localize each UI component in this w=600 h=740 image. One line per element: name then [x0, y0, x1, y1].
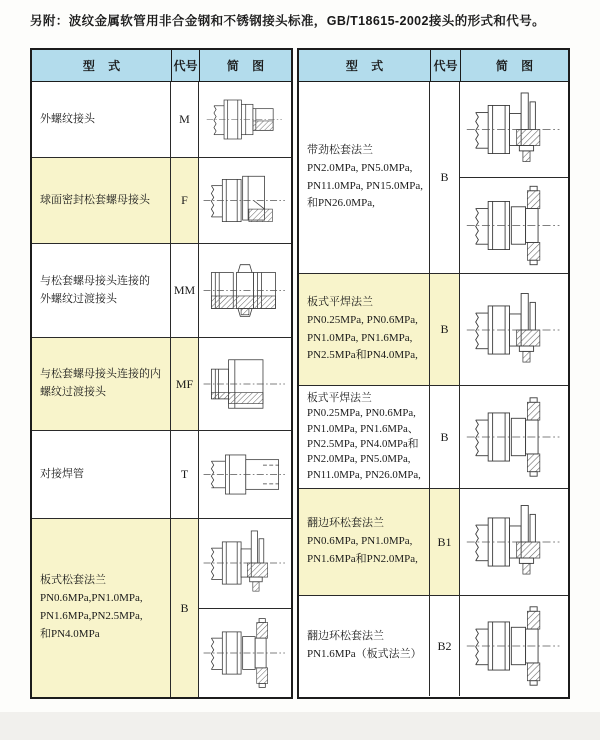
diagram-subcell: [199, 338, 291, 430]
weld-pipe-diagram-icon: [202, 436, 288, 513]
table-row: [32, 244, 291, 338]
table-row: [299, 489, 568, 596]
type-line: 与松套螺母接头连接的内: [40, 368, 161, 381]
type-line: 与松套螺母接头连接的: [40, 274, 150, 287]
column-header-type: 型 式: [82, 59, 121, 73]
code-cell: MF: [171, 338, 199, 430]
type-line: PN11.0MPa, PN26.0MPa,: [307, 468, 421, 481]
type-line: 外螺纹接头: [40, 112, 95, 125]
type-line: 带劲松套法兰: [307, 143, 373, 156]
type-cell: [299, 386, 430, 488]
type-line: PN1.0MPa, PN1.6MPa、: [307, 422, 419, 435]
table-row: [299, 274, 568, 386]
column-header-type: 型 式: [345, 59, 384, 73]
type-line: 板式平焊法兰: [307, 295, 373, 308]
diagram-subcell: [460, 489, 568, 595]
table-header-row: [32, 50, 291, 82]
diagram-cell: [199, 338, 291, 430]
column-header-diagram: 简 图: [460, 50, 568, 81]
table-row: [299, 596, 568, 696]
type-line: PN0.25MPa, PN0.6MPa,: [307, 407, 416, 420]
table-row: [32, 158, 291, 244]
code-cell: T: [171, 431, 199, 518]
flange-plate-diagram-icon: [202, 524, 288, 602]
type-line: PN0.6MPa,PN1.0MPa,: [40, 592, 143, 605]
type-cell: [299, 489, 430, 595]
flange-collar-diagram-icon: [202, 614, 288, 692]
type-line: 螺纹过渡接头: [40, 386, 106, 398]
male-thread-diagram-icon: [202, 87, 288, 152]
code-cell: MM: [171, 244, 199, 337]
type-line: PN1.6MPa,PN2.5MPa,: [40, 610, 143, 622]
diagram-cell: [460, 82, 568, 273]
diagram-subcell: [199, 431, 291, 518]
table-row: [32, 338, 291, 431]
type-line: PN2.5MPa, PN4.0MPa和: [307, 438, 419, 450]
type-line: PN11.0MPa, PN15.0MPa,: [307, 179, 424, 192]
type-line: PN2.5MPa和PN4.0MPa,: [307, 349, 418, 362]
diagram-subcell: [199, 244, 291, 337]
type-cell: [32, 158, 171, 243]
type-line: 板式平焊法兰: [307, 392, 372, 405]
column-header-code: 代号: [430, 50, 460, 81]
diagram-subcell: [460, 177, 568, 273]
code-cell: B: [430, 82, 460, 273]
type-line: PN2.0MPa, PN5.0MPa,: [307, 161, 413, 174]
swivel-nut-diagram-icon: [202, 163, 288, 238]
type-cell: [299, 82, 430, 273]
code-cell: F: [171, 158, 199, 243]
flange-collar-diagram-icon: [465, 394, 563, 480]
type-cell: [299, 596, 430, 696]
diagram-cell: [199, 519, 291, 697]
table-row: [32, 82, 291, 158]
table-header-row: [299, 50, 568, 82]
code-cell: B1: [430, 489, 460, 595]
diagram-cell: [199, 158, 291, 243]
flange-plate-diagram-icon: [465, 499, 563, 585]
nipple-diagram-icon: [202, 249, 288, 332]
type-line: PN1.6MPa和PN2.0MPa,: [307, 552, 418, 565]
type-line: 翻边环松套法兰: [307, 517, 384, 530]
flange-plate-diagram-icon: [465, 287, 563, 373]
type-cell: [32, 431, 171, 518]
diagram-subcell: [199, 608, 291, 698]
page-title: 另附：波纹金属软管用非合金钢和不锈钢接头标准，GB/T18615-2002接头的形式和代号。: [30, 14, 545, 28]
diagram-cell: [199, 431, 291, 518]
type-line: 对接焊管: [40, 467, 84, 480]
table-body: [299, 82, 568, 696]
diagram-subcell: [199, 519, 291, 608]
type-line: PN1.6MPa（板式法兰）: [307, 648, 422, 660]
flange-collar-diagram-icon: [465, 603, 563, 689]
table-row: [32, 431, 291, 519]
diagram-cell: [199, 82, 291, 157]
diagram-subcell: [460, 274, 568, 385]
type-line: 板式松套法兰: [40, 574, 106, 587]
type-cell: [32, 244, 171, 337]
type-line: 翻边环松套法兰: [307, 630, 384, 643]
table-row: [32, 519, 291, 697]
flange-plate-diagram-icon: [465, 87, 563, 172]
diagram-cell: [460, 274, 568, 385]
type-line: PN2.0MPa, PN5.0MPa,: [307, 453, 411, 466]
flange-collar-diagram-icon: [465, 183, 563, 268]
column-header-code: 代号: [171, 50, 199, 81]
diagram-subcell: [460, 82, 568, 177]
type-line: 外螺纹过渡接头: [40, 292, 117, 305]
fittings-table-right: [297, 48, 570, 699]
column-header-diagram: 简 图: [199, 50, 291, 81]
table-row: [299, 82, 568, 274]
diagram-cell: [460, 489, 568, 595]
page-bottom-margin: [0, 712, 600, 740]
type-line: PN1.0MPa, PN1.6MPa,: [307, 331, 413, 344]
type-line: PN0.6MPa, PN1.0MPa,: [307, 535, 413, 548]
table-body: [32, 82, 291, 697]
type-cell: [32, 82, 171, 157]
fittings-table-left: [30, 48, 293, 699]
code-cell: B: [171, 519, 199, 697]
diagram-subcell: [460, 596, 568, 696]
code-cell: M: [171, 82, 199, 157]
diagram-cell: [199, 244, 291, 337]
table-row: [299, 386, 568, 489]
adapter-diagram-icon: [202, 343, 288, 425]
type-line: 和PN4.0MPa: [40, 627, 100, 640]
diagram-subcell: [199, 158, 291, 243]
code-cell: B: [430, 386, 460, 488]
diagram-subcell: [460, 386, 568, 488]
type-line: PN0.25MPa, PN0.6MPa,: [307, 313, 418, 326]
type-cell: [299, 274, 430, 385]
type-cell: [32, 519, 171, 697]
diagram-cell: [460, 596, 568, 696]
code-cell: B: [430, 274, 460, 385]
code-cell: B2: [430, 596, 460, 696]
tables-wrapper: [30, 48, 570, 699]
type-line: 球面密封松套螺母接头: [40, 193, 150, 206]
type-line: 和PN26.0MPa,: [307, 197, 375, 210]
diagram-cell: [460, 386, 568, 488]
type-cell: [32, 338, 171, 430]
diagram-subcell: [199, 82, 291, 157]
